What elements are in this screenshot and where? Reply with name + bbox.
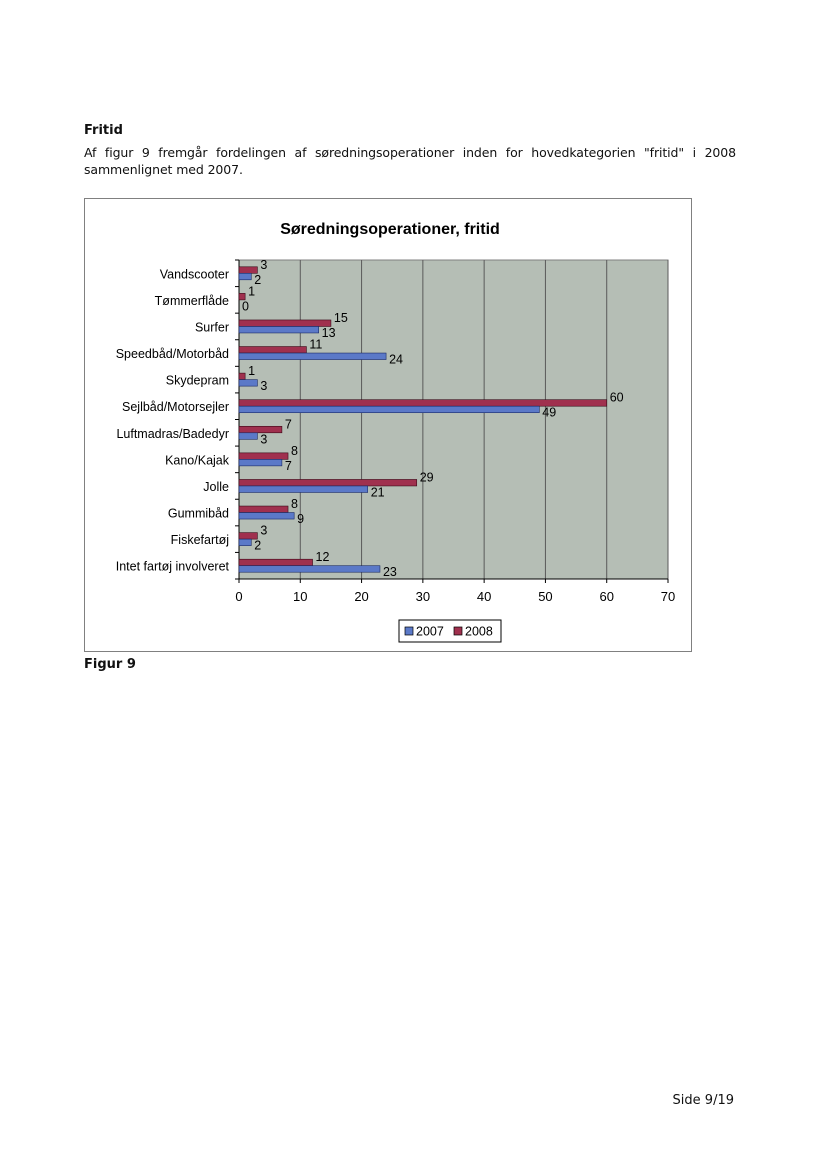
data-label-2007: 49 — [542, 405, 557, 420]
legend-label: 2007 — [416, 624, 444, 639]
bar-2007 — [239, 566, 380, 573]
data-label-2007: 0 — [242, 299, 249, 314]
data-label-2008: 1 — [248, 364, 256, 379]
category-label: Sejlbåd/Motorsejler — [122, 400, 229, 415]
page-number: Side 9/19 — [672, 1093, 734, 1108]
data-label-2008: 3 — [260, 523, 268, 538]
category-label: Kano/Kajak — [165, 453, 229, 468]
category-label: Skydepram — [165, 373, 229, 388]
bar-2008 — [239, 559, 313, 566]
data-label-2008: 1 — [248, 284, 256, 299]
x-tick-label: 60 — [599, 589, 614, 604]
bar-2007 — [239, 406, 539, 413]
x-tick-label: 30 — [415, 589, 431, 604]
data-label-2008: 60 — [609, 390, 624, 405]
chart-title: Søredningsoperationer, fritid — [280, 221, 500, 238]
bar-2007 — [239, 433, 257, 440]
category-label: Gummibåd — [167, 506, 229, 521]
data-label-2007: 3 — [260, 379, 268, 394]
category-label: Vandscooter — [159, 267, 229, 282]
bar-2008 — [239, 347, 306, 354]
x-tick-label: 10 — [293, 589, 308, 604]
figure-caption: Figur 9 — [84, 657, 136, 672]
bar-chart — [85, 199, 691, 651]
x-tick-label: 20 — [354, 589, 369, 604]
bar-2007 — [239, 273, 251, 280]
data-label-2008: 12 — [315, 550, 330, 565]
bar-2007 — [239, 326, 319, 333]
bar-2008 — [239, 506, 288, 512]
bar-2007 — [239, 353, 386, 360]
intro-paragraph: Af figur 9 fremgår fordelingen af søredningsoperationer inden for hovedkategorien "fritid" i 2008 sammenlignet med 2007. — [84, 145, 736, 177]
data-label-2008: 15 — [333, 310, 348, 325]
category-label: Luftmadras/Badedyr — [116, 426, 229, 441]
data-label-2007: 7 — [284, 458, 292, 473]
x-tick-label: 40 — [476, 589, 492, 604]
bar-2007 — [239, 486, 368, 493]
legend-swatch-2007 — [405, 627, 413, 635]
data-label-2008: 8 — [291, 497, 298, 512]
plot-area — [239, 257, 668, 579]
data-label-2007: 23 — [382, 565, 397, 580]
bar-2008 — [239, 479, 417, 486]
x-tick-label: 70 — [660, 589, 676, 604]
data-label-2008: 3 — [260, 257, 268, 272]
bar-2007 — [239, 513, 294, 520]
data-label-2007: 21 — [370, 485, 385, 500]
data-label-2007: 2 — [254, 538, 262, 553]
data-label-2008: 8 — [291, 443, 298, 458]
data-label-2008: 7 — [284, 417, 292, 432]
category-label: Speedbåd/Motorbåd — [115, 347, 229, 362]
bar-2008 — [239, 373, 245, 380]
x-tick-label: 50 — [538, 589, 553, 604]
chart-frame — [84, 198, 692, 652]
category-label: Tømmerflåde — [154, 293, 229, 308]
bar-2007 — [239, 380, 257, 387]
section-heading: Fritid — [84, 123, 123, 138]
data-label-2007: 24 — [389, 352, 403, 367]
data-label-2007: 9 — [297, 512, 305, 527]
category-label: Fiskefartøj — [170, 533, 229, 548]
data-label-2007: 13 — [321, 325, 336, 340]
legend-swatch-2008 — [454, 627, 462, 635]
bar-2007 — [239, 459, 282, 466]
legend-label: 2008 — [465, 624, 493, 639]
data-label-2007: 2 — [254, 272, 262, 287]
data-label-2008: 29 — [419, 470, 434, 485]
data-label-2007: 3 — [260, 432, 268, 447]
bar-2008 — [239, 453, 288, 460]
bar-2008 — [239, 320, 331, 327]
category-label: Jolle — [203, 479, 229, 494]
category-label: Intet fartøj involveret — [115, 559, 229, 574]
category-label: Surfer — [194, 320, 229, 335]
x-tick-label: 0 — [235, 589, 243, 604]
data-label-2008: 11 — [309, 337, 323, 352]
bar-2007 — [239, 539, 251, 546]
